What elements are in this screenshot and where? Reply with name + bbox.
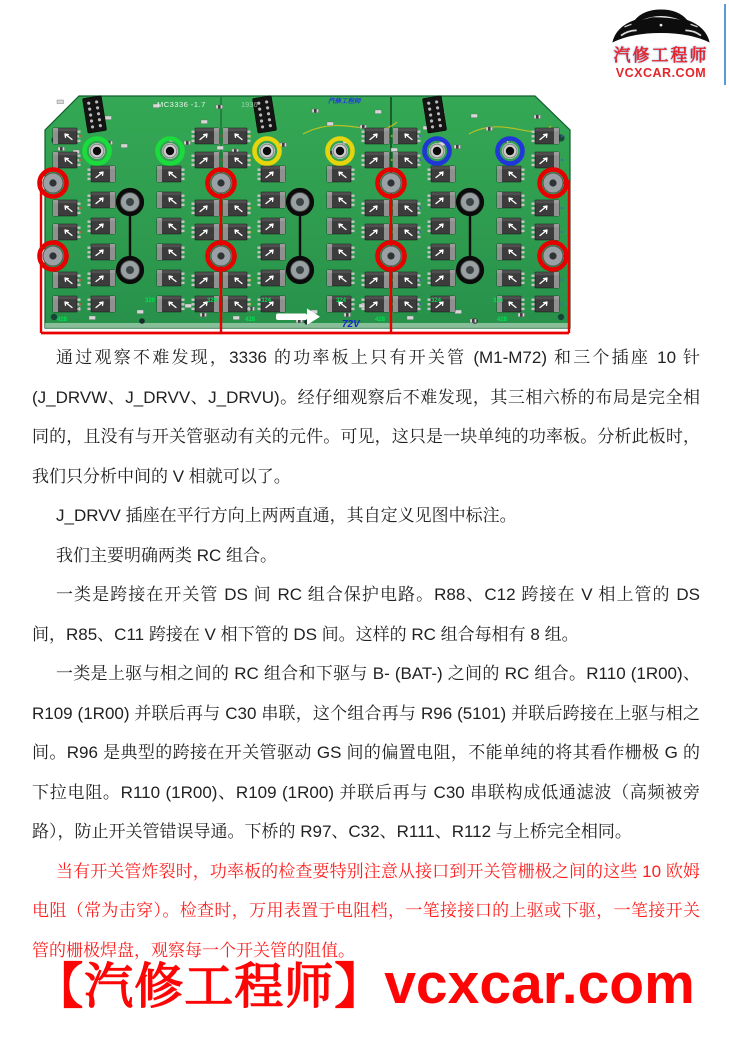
svg-text:324: 324 — [261, 298, 272, 304]
voltage-label: 72V — [342, 319, 360, 330]
logo-title: 汽修工程师 — [613, 46, 709, 65]
car-icon — [607, 6, 715, 46]
site-logo — [601, 4, 726, 85]
paragraph-rc-type2: 一类是上驱与相之间的 RC 组合和下驱与 B- (BAT-) 之间的 RC 组合。R110 (1R00)、R109 (1R00) 并联后再与 C30 串联，这个组合再与 R96 (5101) 并联后跨接在上驱与相之间。R96 是典型的跨接在开关管驱动 GS 间的偏置电阻，不能单纯的将其看作栅极 G 的下拉电阻。R110 (1R00)、R109 (1R00) 并联后再与 C30 串联构成低通滤波（高频被旁路），防止开关管错误导通。下桥的 R97、C32、R111、R112 与上桥完全相同。 — [32, 664, 700, 841]
svg-text:428: 428 — [497, 317, 508, 323]
svg-text:324: 324 — [336, 298, 347, 304]
pcb-photo — [37, 92, 575, 340]
footer-brand: 【汽修工程师】 — [34, 960, 385, 1014]
footer-banner — [0, 948, 729, 1018]
footer-site-url: vcxcar.com — [384, 952, 695, 1016]
svg-text:428: 428 — [375, 317, 386, 323]
watermark-text: 汽修工程师 — [328, 98, 361, 105]
svg-text:428: 428 — [245, 317, 256, 323]
paragraph-warning: 当有开关管炸裂时，功率板的检查要特别注意从接口到开关管栅极之间的这些 10 欧姆电阻（常为击穿）。检查时，万用表置于电阻档，一笔接接口的上驱或下驱，一笔接开关管的栅极焊盘，观察每一个开关管的阻值。 — [32, 861, 700, 960]
paragraph-rc-intro: 我们主要明确两类 RC 组合。 — [56, 545, 277, 565]
svg-text:324: 324 — [493, 298, 504, 304]
paragraph-overview: 通过观察不难发现，3336 的功率板上只有开关管 (M1-M72) 和三个插座 10 针 (J_DRVW、J_DRVV、J_DRVU)。经仔细观察后不难发现，其三相六桥的布局是完全相同的，且没有与开关管驱动有关的元件。可见，这只是一块单纯的功率板。分析此板时，我们只分析中间的 V 相就可以了。 — [32, 348, 700, 486]
paragraph-jdrvv: J_DRVV 插座在平行方向上两两直通，其自定义见图中标注。 — [56, 506, 517, 525]
svg-text:428: 428 — [57, 317, 68, 323]
silkscreen-model-text: MC3336 -1.7 — [157, 100, 206, 109]
paragraph-rc-type1: 一类是跨接在开关管 DS 间 RC 组合保护电路。R88、C12 跨接在 V 相上管的 DS 间，R85、C11 跨接在 V 相下管的 DS 间。这样的 RC 组合每相有 8 组。 — [32, 585, 700, 644]
svg-text:324: 324 — [431, 298, 442, 304]
svg-text:320: 320 — [145, 298, 156, 304]
logo-site-url: VCXCAR.COM — [615, 66, 707, 80]
silkscreen-batch-text: 1936 — [241, 100, 258, 109]
article-text — [32, 338, 700, 970]
svg-text:320: 320 — [207, 298, 218, 304]
